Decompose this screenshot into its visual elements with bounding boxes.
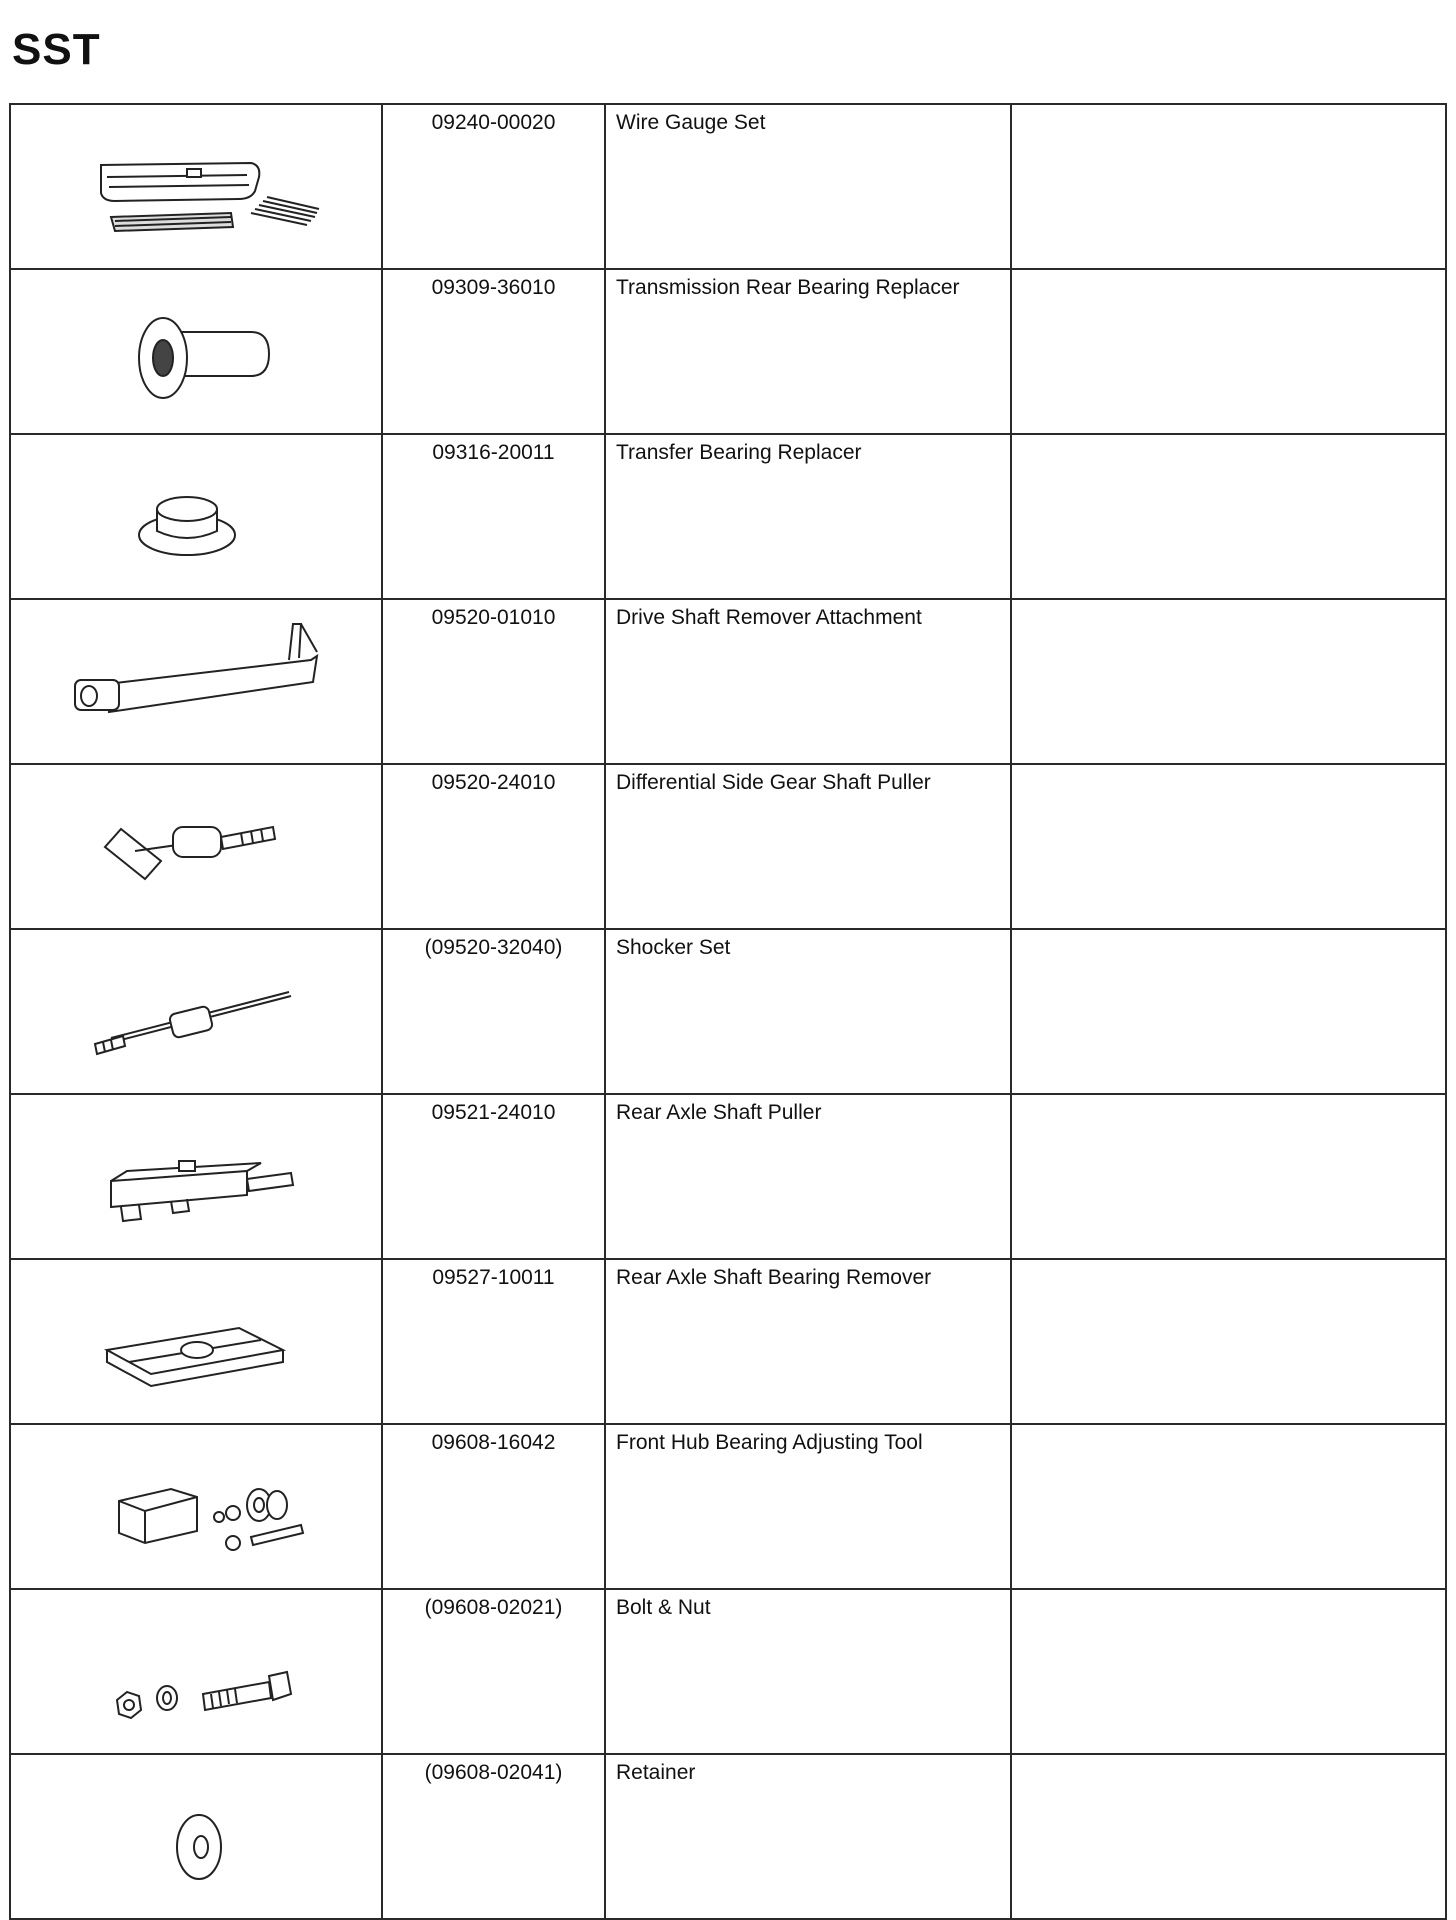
hub-bearing-tool-icon <box>11 1425 381 1584</box>
note-cell <box>1011 104 1446 269</box>
tool-illustration-cell <box>10 104 382 269</box>
bearing-remover-plate-icon <box>11 1260 381 1419</box>
table-row <box>10 1259 1446 1424</box>
wire-gauge-set-icon <box>11 105 381 264</box>
tool-illustration-cell <box>10 764 382 929</box>
note-cell <box>1011 1424 1446 1589</box>
bolt-nut-icon <box>11 1590 381 1749</box>
tool-illustration-cell <box>10 599 382 764</box>
part-number: 09520-01010 <box>382 599 605 764</box>
tool-illustration-cell <box>10 929 382 1094</box>
note-cell <box>1011 1589 1446 1754</box>
axle-shaft-puller-icon <box>11 1095 381 1254</box>
tool-illustration-cell <box>10 434 382 599</box>
tool-illustration-cell <box>10 269 382 434</box>
part-number: 09309-36010 <box>382 269 605 434</box>
part-number: (09608-02041) <box>382 1754 605 1919</box>
tool-name: Retainer <box>605 1754 1011 1919</box>
part-number: 09521-24010 <box>382 1094 605 1259</box>
part-number: 09316-20011 <box>382 434 605 599</box>
bearing-replacer-icon <box>11 270 381 429</box>
table-row <box>10 269 1446 434</box>
table-row <box>10 1094 1446 1259</box>
tool-name: Transmission Rear Bearing Replacer <box>605 269 1011 434</box>
table-row <box>10 1589 1446 1754</box>
part-number: 09527-10011 <box>382 1259 605 1424</box>
note-cell <box>1011 434 1446 599</box>
note-cell <box>1011 599 1446 764</box>
table-row <box>10 599 1446 764</box>
drive-shaft-remover-icon <box>11 600 381 759</box>
sst-table <box>9 103 1447 1920</box>
note-cell <box>1011 1094 1446 1259</box>
transfer-bearing-replacer-icon <box>11 435 381 594</box>
tool-name: Rear Axle Shaft Puller <box>605 1094 1011 1259</box>
part-number: 09520-24010 <box>382 764 605 929</box>
tool-name: Differential Side Gear Shaft Puller <box>605 764 1011 929</box>
part-number: 09608-16042 <box>382 1424 605 1589</box>
note-cell <box>1011 1754 1446 1919</box>
tool-illustration-cell <box>10 1424 382 1589</box>
shocker-set-icon <box>11 930 381 1089</box>
note-cell <box>1011 1259 1446 1424</box>
note-cell <box>1011 269 1446 434</box>
retainer-washer-icon <box>11 1755 381 1914</box>
tool-name: Front Hub Bearing Adjusting Tool <box>605 1424 1011 1589</box>
tool-illustration-cell <box>10 1259 382 1424</box>
tool-name: Shocker Set <box>605 929 1011 1094</box>
tool-name: Bolt & Nut <box>605 1589 1011 1754</box>
page-title: SST <box>12 25 101 74</box>
tool-name: Transfer Bearing Replacer <box>605 434 1011 599</box>
table-row <box>10 929 1446 1094</box>
table-row <box>10 434 1446 599</box>
table-row <box>10 764 1446 929</box>
table-row <box>10 104 1446 269</box>
tool-illustration-cell <box>10 1754 382 1919</box>
part-number: (09608-02021) <box>382 1589 605 1754</box>
note-cell <box>1011 929 1446 1094</box>
tool-name: Wire Gauge Set <box>605 104 1011 269</box>
table-row <box>10 1424 1446 1589</box>
tool-name: Rear Axle Shaft Bearing Remover <box>605 1259 1011 1424</box>
tool-name: Drive Shaft Remover Attachment <box>605 599 1011 764</box>
note-cell <box>1011 764 1446 929</box>
part-number: 09240-00020 <box>382 104 605 269</box>
tool-illustration-cell <box>10 1589 382 1754</box>
part-number: (09520-32040) <box>382 929 605 1094</box>
gear-shaft-puller-icon <box>11 765 381 924</box>
table-row <box>10 1754 1446 1919</box>
tool-illustration-cell <box>10 1094 382 1259</box>
